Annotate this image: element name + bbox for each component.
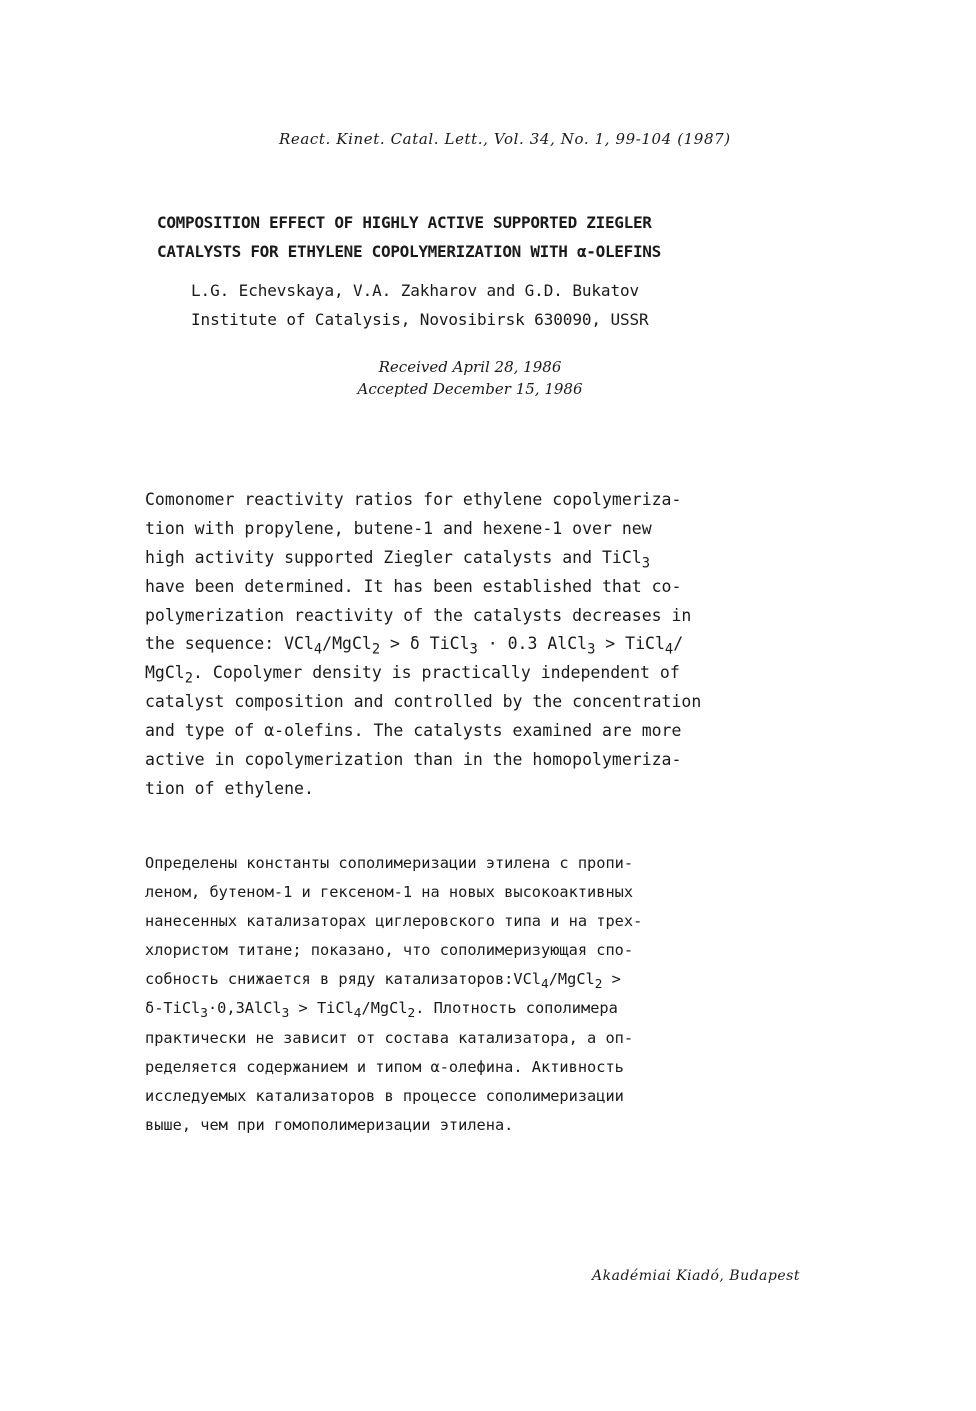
subscript: 3: [641, 555, 650, 572]
abstract-ru-line: нанесенных катализаторах циглеровского типа и на трех-: [145, 912, 643, 931]
abstract-en-line: MgCl$_2$. Copolymer density is practically independent of: [145, 663, 680, 687]
abstract-ru-line: практически не зависит от состава катализатора, а оп-: [145, 1028, 634, 1047]
author-names: L.G. Echevskaya, V.A. Zakharov and G.D. Bukatov: [191, 281, 640, 300]
abstract-en-line: high activity supported Ziegler catalysts and TiCl$_3$: [145, 547, 650, 572]
abstract-en-line: tion of ethylene.: [145, 778, 314, 798]
abstract-en-line: Comonomer reactivity ratios for ethylene copolymeriza-: [145, 490, 682, 509]
abstract-russian: [145, 849, 642, 1140]
abstract-en-line: have been determined. It has been established that co-: [145, 576, 682, 596]
abstract-ru-line: выше, чем при гомополимеризации этилена.: [145, 1115, 514, 1134]
abstract-ru-line: δ-TiCl$_3$·0,3AlCl$_3$ > TiCl$_4$/MgCl$_2$. Плотность сополимера: [145, 999, 618, 1022]
received-date: Received April 28, 1986: [378, 358, 562, 376]
abstract-ru-line: исследуемых катализаторов в процессе сополимеризации: [145, 1086, 624, 1105]
author-affiliation: Institute of Catalysis, Novosibirsk 630090, USSR: [191, 309, 649, 329]
abstract-en-line: polymerization reactivity of the catalysts decreases in: [145, 605, 692, 625]
abstract-ru-line: Определены константы сополимеризации этилена с пропи-: [145, 854, 634, 872]
title-line-1: COMPOSITION EFFECT OF HIGHLY ACTIVE SUPPORTED ZIEGLER: [157, 213, 652, 232]
date-block: [250, 356, 690, 400]
accepted-date: Accepted December 15, 1986: [357, 380, 583, 398]
journal-citation: React. Kinet. Catal. Lett., Vol. 34, No. 1, 99-104 (1987): [279, 130, 731, 148]
paper-title: [157, 208, 661, 266]
abstract-en-line: the sequence: VCl$_4$/MgCl$_2$ > δ TiCl$_3$ · 0.3 AlCl$_3$ > TiCl$_4$/: [145, 634, 684, 658]
author-block: [191, 276, 649, 334]
abstract-en-line: and type of α-olefins. The catalysts examined are more: [145, 721, 682, 741]
abstract-en-line: active in copolymerization than in the homopolymeriza-: [145, 750, 682, 770]
abstract-ru-line: ределяется содержанием и типом α-олефина. Активность: [145, 1057, 624, 1076]
publisher-imprint: Akadémiai Kiadó, Budapest: [592, 1268, 800, 1284]
abstract-ru-line: леном, бутеном-1 и гексеном-1 на новых высокоактивных: [145, 883, 634, 902]
abstract-en-line: tion with propylene, butene-1 and hexene-1 over new: [145, 518, 652, 538]
title-line-2: CATALYSTS FOR ETHYLENE COPOLYMERIZATION WITH α-OLEFINS: [157, 241, 661, 261]
abstract-en-line: catalyst composition and controlled by the concentration: [145, 692, 702, 712]
abstract-ru-line: собность снижается в ряду катализаторов:VCl$_4$/MgCl$_2$ >: [145, 970, 621, 993]
abstract-english: [145, 486, 701, 804]
abstract-ru-line: хлористом титане; показано, что сополимеризующая спо-: [145, 941, 634, 960]
